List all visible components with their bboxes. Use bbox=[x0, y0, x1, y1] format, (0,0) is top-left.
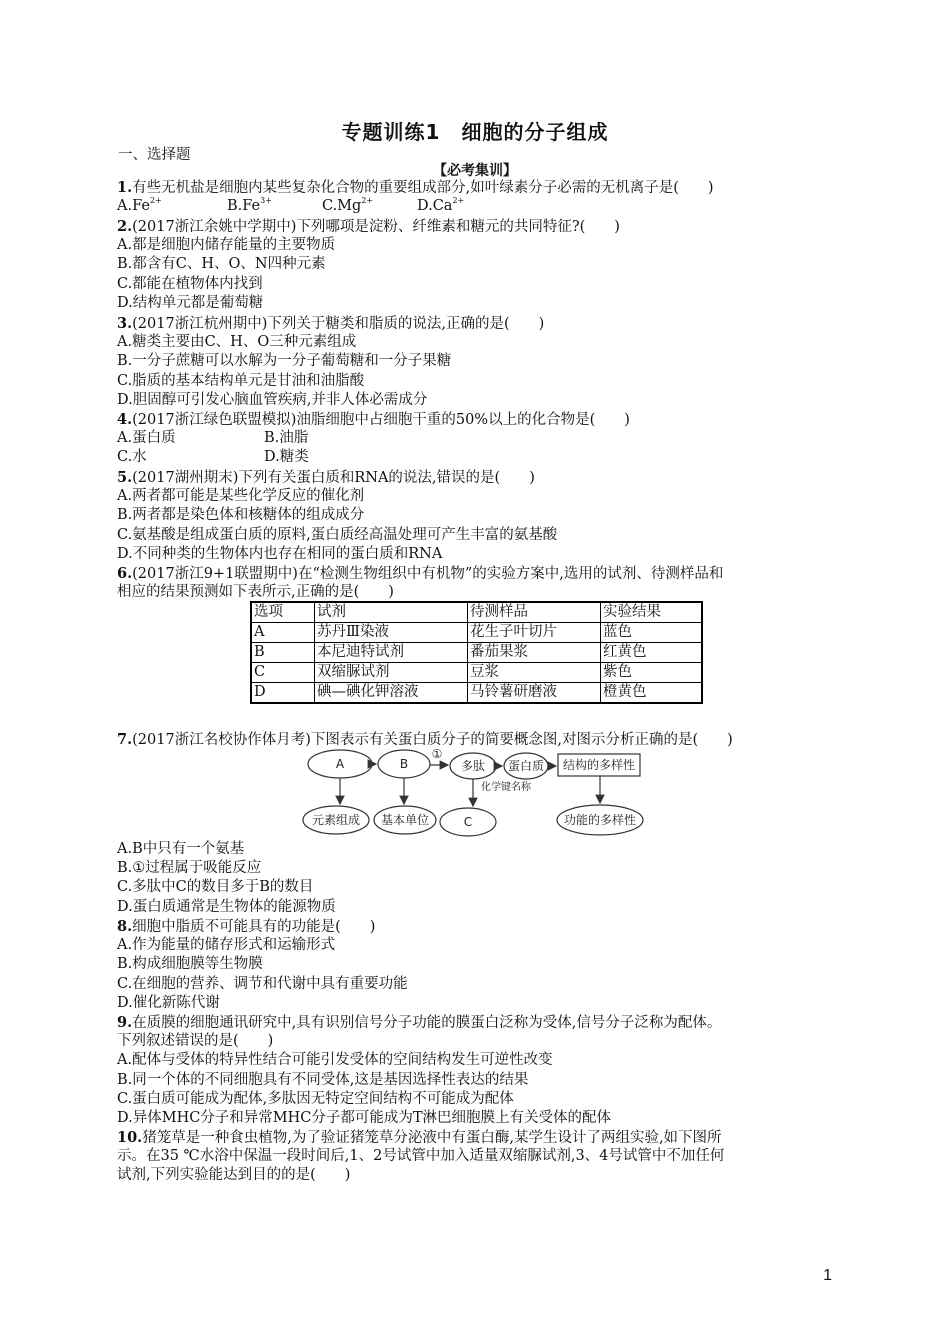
question-number: 1. bbox=[117, 179, 133, 196]
question-stem-cont: 试剂,下列实验能达到目的的是( ) bbox=[117, 1167, 351, 1184]
option-d: D.结构单元都是葡萄糖 bbox=[117, 294, 264, 311]
question-number: 6. bbox=[117, 565, 133, 582]
option-d: D.蛋白质通常是生物体的能源物质 bbox=[117, 898, 336, 915]
option-c: C.氨基酸是组成蛋白质的原料,蛋白质经高温处理可产生丰富的氨基酸 bbox=[117, 526, 558, 543]
table-cell: 橙黄色 bbox=[601, 683, 703, 704]
option-c: C.蛋白质可能成为配体,多肽因无特定空间结构不可能成为配体 bbox=[117, 1090, 514, 1107]
table-row bbox=[251, 643, 702, 663]
table-cell: 碘—碘化钾溶液 bbox=[315, 683, 468, 704]
node-c-label: C bbox=[463, 815, 473, 829]
option-a: A.B中只有一个氨基 bbox=[117, 841, 245, 857]
option-b: B.①过程属于吸能反应 bbox=[117, 860, 262, 877]
table-header: 待测样品 bbox=[468, 602, 601, 623]
option-d: D.不同种类的生物体内也存在相同的蛋白质和RNA bbox=[117, 545, 443, 562]
question-stem: 猪笼草是一种食虫植物,为了验证猪笼草分泌液中有蛋白酶,某学生设计了两组实验,如下图所 bbox=[142, 1130, 722, 1146]
table-header: 试剂 bbox=[315, 602, 468, 623]
question-5 bbox=[117, 468, 837, 564]
question-7-options bbox=[117, 840, 837, 917]
table-cell: 红黄色 bbox=[601, 643, 703, 663]
option-d: D.催化新陈代谢 bbox=[117, 994, 220, 1011]
protein-concept-diagram bbox=[300, 746, 650, 838]
table-cell: 紫色 bbox=[601, 663, 703, 683]
table-cell: A bbox=[251, 623, 315, 643]
results-table bbox=[250, 601, 703, 704]
question-number: 5. bbox=[117, 469, 133, 486]
option-a: A.糖类主要由C、H、O三种元素组成 bbox=[117, 334, 357, 351]
table-cell: 豆浆 bbox=[468, 663, 601, 683]
table-cell: 花生子叶切片 bbox=[468, 623, 601, 643]
question-number: 7. bbox=[117, 731, 133, 748]
question-number: 8. bbox=[117, 918, 133, 935]
question-number: 4. bbox=[117, 411, 133, 428]
question-stem: (2017浙江杭州期中)下列关于糖类和脂质的说法,正确的是( ) bbox=[132, 316, 545, 332]
function-diversity-label: 功能的多样性 bbox=[563, 813, 637, 827]
question-stem-cont: 示。在35 ℃水浴中保温一段时间后,1、2号试管中加入适量双缩脲试剂,3、4号试管中不加任何 bbox=[117, 1148, 725, 1165]
question-4 bbox=[117, 410, 837, 468]
question-stem: (2017浙江余姚中学期中)下列哪项是淀粉、纤维素和糖元的共同特征?( ) bbox=[132, 219, 620, 235]
question-stem: 细胞中脂质不可能具有的功能是( ) bbox=[132, 919, 376, 935]
node-b-label: B bbox=[399, 757, 409, 771]
table-cell: C bbox=[251, 663, 315, 683]
question-stem: (2017浙江名校协作体月考)下图表示有关蛋白质分子的简要概念图,对图示分析正确的是( ) bbox=[132, 732, 733, 748]
question-number: 2. bbox=[117, 218, 133, 235]
table-row bbox=[251, 663, 702, 683]
table-cell: D bbox=[251, 683, 315, 704]
section-heading: 一、选择题 bbox=[118, 147, 191, 163]
table-row bbox=[251, 683, 702, 704]
question-stem: 有些无机盐是细胞内某些复杂化合物的重要组成部分,如叶绿素分子必需的无机离子是( ) bbox=[132, 180, 714, 196]
table-header: 实验结果 bbox=[601, 602, 703, 623]
question-stem-cont: 下列叙述错误的是( ) bbox=[117, 1033, 274, 1050]
option-c: C.水 bbox=[117, 449, 147, 466]
protein-label: 蛋白质 bbox=[507, 759, 545, 773]
table-header: 选项 bbox=[251, 602, 315, 623]
question-6 bbox=[117, 564, 837, 602]
page-title: 专题训练1 细胞的分子组成 bbox=[341, 120, 609, 144]
option-b: B.都含有C、H、O、N四种元素 bbox=[117, 256, 326, 273]
unit-label: 基本单位 bbox=[380, 813, 430, 827]
page-number: 1 bbox=[823, 1267, 832, 1284]
question-stem: 在质膜的细胞通讯研究中,具有识别信号分子功能的膜蛋白泛称为受体,信号分子泛称为配体。 bbox=[132, 1015, 722, 1031]
option-d: D.糖类 bbox=[264, 449, 309, 466]
question-8 bbox=[117, 917, 837, 1013]
table-row bbox=[251, 623, 702, 643]
option-a: A.都是细胞内储存能量的主要物质 bbox=[117, 237, 336, 254]
question-2 bbox=[117, 217, 837, 313]
option-d: D.异体MHC分子和异常MHC分子都可能成为T淋巴细胞膜上有关受体的配体 bbox=[117, 1109, 612, 1126]
option-a: A.配体与受体的特异性结合可能引发受体的空间结构发生可逆性改变 bbox=[117, 1052, 553, 1069]
question-number: 10. bbox=[117, 1129, 143, 1146]
option-b: $B.Fe^{3+}$ bbox=[227, 196, 272, 215]
option-d: D.胆固醇可引发心脑血管疾病,并非人体必需成分 bbox=[117, 391, 428, 408]
step-label: ① bbox=[431, 747, 443, 761]
polypeptide-label: 多肽 bbox=[460, 759, 486, 773]
option-c: C.多肽中C的数目多于B的数目 bbox=[117, 879, 314, 896]
table-cell: 马铃薯研磨液 bbox=[468, 683, 601, 704]
structure-diversity-label: 结构的多样性 bbox=[562, 758, 636, 772]
question-stem: (2017浙江绿色联盟模拟)油脂细胞中占细胞干重的50%以上的化合物是( ) bbox=[132, 412, 630, 428]
node-a-label: A bbox=[335, 757, 345, 771]
question-9 bbox=[117, 1013, 837, 1128]
option-b: B.两者都是染色体和核糖体的组成成分 bbox=[117, 507, 365, 524]
option-a: A.作为能量的储存形式和运输形式 bbox=[117, 937, 336, 954]
question-10 bbox=[117, 1128, 837, 1186]
table-cell: 蓝色 bbox=[601, 623, 703, 643]
question-1 bbox=[117, 178, 837, 216]
elements-label: 元素组成 bbox=[311, 813, 361, 827]
option-a: A.两者都可能是某些化学反应的催化剂 bbox=[117, 488, 365, 505]
option-a: A.蛋白质 bbox=[117, 430, 176, 447]
question-stem: (2017湖州期末)下列有关蛋白质和RNA的说法,错误的是( ) bbox=[132, 470, 535, 486]
question-stem: (2017浙江9+1联盟期中)在“检测生物组织中有机物”的实验方案中,选用的试剂、待测样品和 bbox=[132, 566, 724, 582]
question-number: 3. bbox=[117, 315, 133, 332]
table-cell: 苏丹Ⅲ染液 bbox=[315, 623, 468, 643]
question-stem-cont: 相应的结果预测如下表所示,正确的是( ) bbox=[117, 584, 394, 601]
option-b: B.构成细胞膜等生物膜 bbox=[117, 956, 263, 973]
option-b: B.油脂 bbox=[264, 430, 309, 447]
table-cell: 番茄果浆 bbox=[468, 643, 601, 663]
table-cell: 本尼迪特试剂 bbox=[315, 643, 468, 663]
option-c: $C.Mg^{2+}$ bbox=[322, 196, 374, 215]
option-c: C.都能在植物体内找到 bbox=[117, 275, 263, 292]
option-b: B.同一个体的不同细胞具有不同受体,这是基因选择性表达的结果 bbox=[117, 1071, 529, 1088]
option-b: B.一分子蔗糖可以水解为一分子葡萄糖和一分子果糖 bbox=[117, 353, 452, 370]
table-cell: B bbox=[251, 643, 315, 663]
option-row bbox=[117, 197, 837, 216]
option-c: C.脂质的基本结构单元是甘油和油脂酸 bbox=[117, 372, 365, 389]
bond-label: 化学键名称 bbox=[481, 782, 531, 793]
question-number: 9. bbox=[117, 1014, 133, 1031]
option-a: $A.Fe^{2+}$ bbox=[117, 196, 162, 215]
table-header-row bbox=[251, 602, 702, 623]
table-cell: 双缩脲试剂 bbox=[315, 663, 468, 683]
subsection-heading: 【必考集训】 bbox=[433, 163, 517, 179]
option-d: $D.Ca^{2+}$ bbox=[417, 196, 465, 215]
option-c: C.在细胞的营养、调节和代谢中具有重要功能 bbox=[117, 975, 408, 992]
question-3 bbox=[117, 314, 837, 410]
